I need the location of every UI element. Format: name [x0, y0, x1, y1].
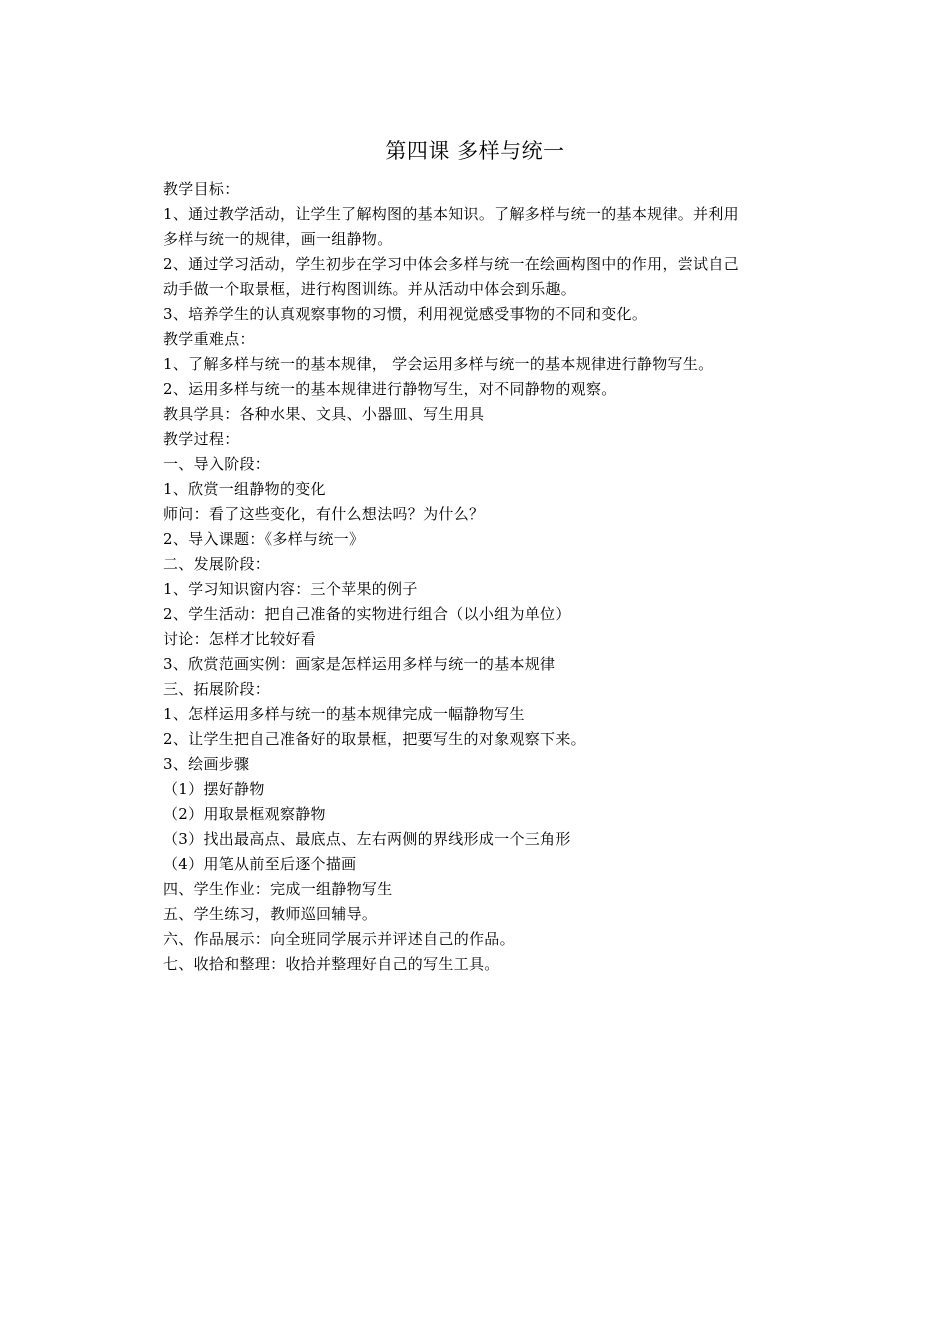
lesson-title: 第四课 多样与统一 — [385, 139, 565, 163]
drawing-step-3: （3）找出最高点、最底点、左右两侧的界线形成一个三角形 — [163, 830, 571, 848]
stage-3-item-1: 1、怎样运用多样与统一的基本规律完成一幅静物写生 — [163, 705, 525, 723]
stage-6-showcase: 六、作品展示：向全班同学展示并评述自己的作品。 — [163, 930, 515, 948]
drawing-step-1: （1）摆好静物 — [163, 780, 265, 798]
stage-2-heading: 二、发展阶段： — [163, 555, 271, 573]
key-point-1: 1、了解多样与统一的基本规律， 学会运用多样与统一的基本规律进行静物写生。 — [163, 355, 714, 373]
stage-1-item-1: 1、欣赏一组静物的变化 — [163, 480, 326, 498]
stage-2-item-1: 1、学习知识窗内容：三个苹果的例子 — [163, 580, 418, 598]
stage-3-item-3: 3、绘画步骤 — [163, 755, 250, 773]
section-heading-objectives: 教学目标： — [163, 180, 240, 198]
stage-1-item-2: 2、导入课题：《多样与统一》 — [163, 530, 365, 548]
stage-5-practice: 五、学生练习，教师巡回辅导。 — [163, 905, 378, 923]
stage-7-cleanup: 七、收拾和整理：收拾并整理好自己的写生工具。 — [163, 955, 500, 973]
section-heading-key-points: 教学重难点： — [163, 330, 255, 348]
drawing-step-4: （4）用笔从前至后逐个描画 — [163, 855, 357, 873]
objective-3: 3、培养学生的认真观察事物的习惯，利用视觉感受事物的不同和变化。 — [163, 305, 648, 323]
stage-2-item-2: 2、学生活动：把自己准备的实物进行组合（以小组为单位） — [163, 605, 571, 623]
teaching-tools: 教具学具：各种水果、文具、小器皿、写生用具 — [163, 405, 485, 423]
stage-2-discussion: 讨论：怎样才比较好看 — [163, 630, 317, 648]
stage-1-heading: 一、导入阶段： — [163, 455, 271, 473]
objective-1-line-2: 多样与统一的规律，画一组静物。 — [163, 230, 393, 248]
objective-1-line-1: 1、通过教学活动，让学生了解构图的基本知识。了解多样与统一的基本规律。并利用 — [163, 205, 739, 223]
stage-1-teacher-question: 师问：看了这些变化，有什么想法吗？为什么？ — [163, 505, 485, 523]
stage-4-homework: 四、学生作业：完成一组静物写生 — [163, 880, 393, 898]
lesson-body — [163, 177, 813, 977]
section-heading-process: 教学过程： — [163, 430, 240, 448]
objective-2-line-2: 动手做一个取景框，进行构图训练。并从活动中体会到乐趣。 — [163, 280, 577, 298]
drawing-step-2: （2）用取景框观察静物 — [163, 805, 326, 823]
stage-3-heading: 三、拓展阶段： — [163, 680, 271, 698]
objective-2-line-1: 2、通过学习活动，学生初步在学习中体会多样与统一在绘画构图中的作用，尝试自己 — [163, 255, 739, 273]
key-point-2: 2、运用多样与统一的基本规律进行静物写生，对不同静物的观察。 — [163, 380, 617, 398]
stage-3-item-2: 2、让学生把自己准备好的取景框，把要写生的对象观察下来。 — [163, 730, 586, 748]
stage-2-item-3: 3、欣赏范画实例：画家是怎样运用多样与统一的基本规律 — [163, 655, 556, 673]
